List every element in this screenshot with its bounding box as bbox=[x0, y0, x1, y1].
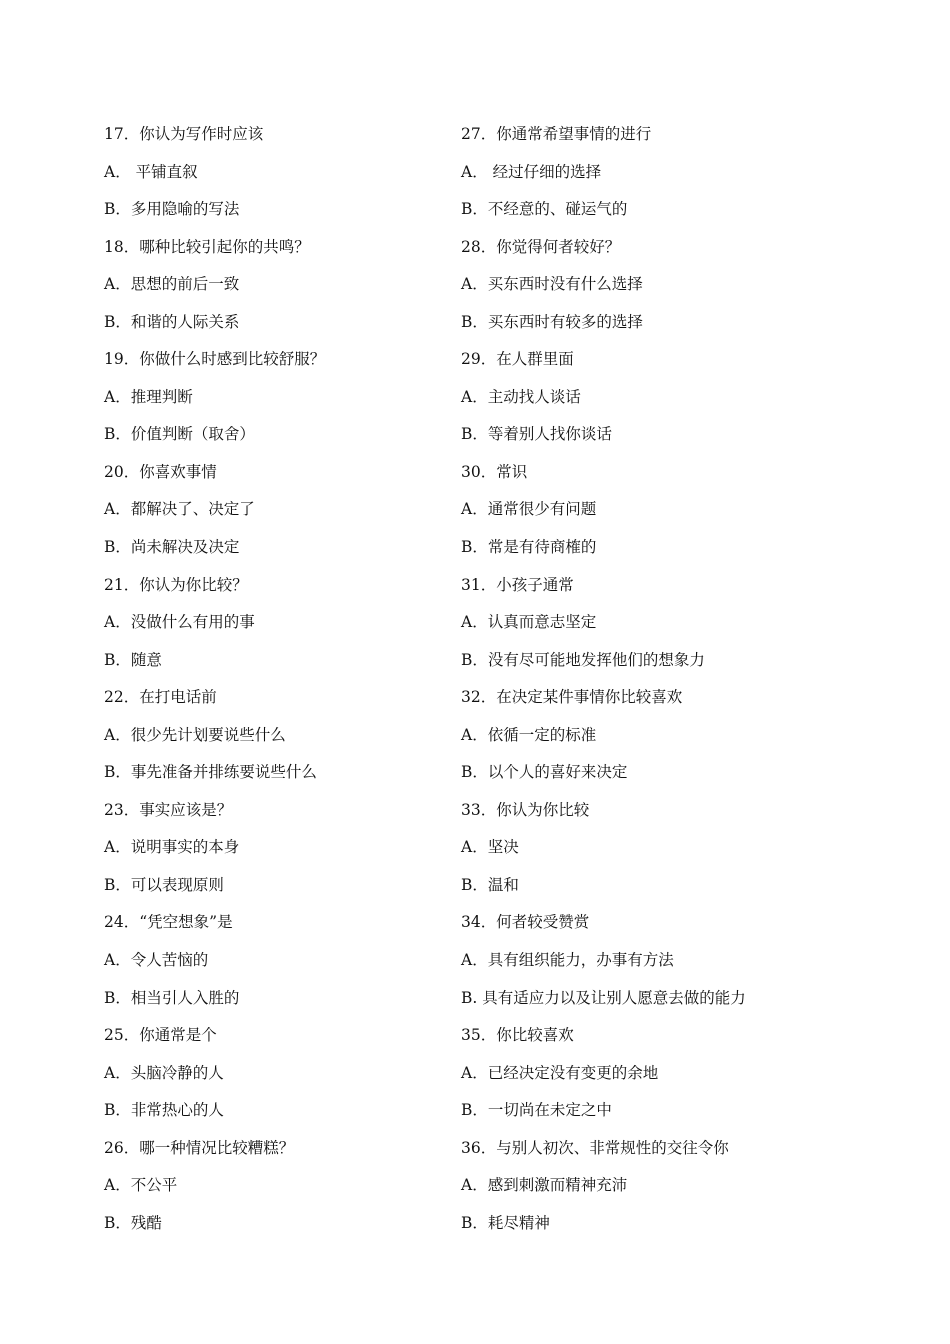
option-text: A．主动找人谈话 bbox=[461, 387, 581, 406]
option-text: B．等着别人找你谈话 bbox=[461, 425, 612, 444]
question-text: 33．你认为你比较 bbox=[461, 800, 590, 819]
option-text: A．认真而意志坚定 bbox=[461, 613, 597, 632]
option-text: A．不公平 bbox=[104, 1176, 178, 1195]
option-text: B．非常热心的人 bbox=[104, 1101, 224, 1120]
question-text: 23．事实应该是？ bbox=[104, 800, 233, 819]
right-column bbox=[461, 120, 821, 1246]
option-text: B．不经意的、碰运气的 bbox=[461, 200, 628, 219]
option-text: A．买东西时没有什么选择 bbox=[461, 275, 643, 294]
question-text: 34．何者较受赞赏 bbox=[461, 913, 590, 932]
option-text: B．事先准备并排练要说些什么 bbox=[104, 763, 317, 782]
option-text: B．一切尚在未定之中 bbox=[461, 1101, 612, 1120]
option-text: A．令人苦恼的 bbox=[104, 951, 209, 970]
option-text: B．可以表现原则 bbox=[104, 875, 224, 894]
option-text: B．和谐的人际关系 bbox=[104, 312, 240, 331]
option-text: A．头脑冷静的人 bbox=[104, 1063, 224, 1082]
option-text: B．没有尽可能地发挥他们的想象力 bbox=[461, 650, 705, 669]
option-text: B．常是有待商榷的 bbox=[461, 538, 597, 557]
question-text: 24．“凭空想象”是 bbox=[104, 913, 233, 932]
option-text: A．推理判断 bbox=[104, 387, 193, 406]
question-text: 21．你认为你比较？ bbox=[104, 575, 248, 594]
option-text: A． 平铺直叙 bbox=[104, 162, 198, 181]
option-text: B．价值判断（取舍） bbox=[104, 425, 255, 444]
option-text: B．相当引人入胜的 bbox=[104, 988, 240, 1007]
question-text: 22．在打电话前 bbox=[104, 688, 217, 707]
option-text: A．没做什么有用的事 bbox=[104, 613, 255, 632]
option-text: B. 具有适应力以及让别人愿意去做的能力 bbox=[461, 988, 746, 1007]
question-text: 17．你认为写作时应该 bbox=[104, 125, 264, 143]
question-text: 19．你做什么时感到比较舒服？ bbox=[104, 350, 326, 369]
question-text: 36．与别人初次、非常规性的交往令你 bbox=[461, 1138, 729, 1157]
option-text: A． 经过仔细的选择 bbox=[461, 162, 602, 181]
option-text: B．以个人的喜好来决定 bbox=[461, 763, 628, 782]
option-text: A．坚决 bbox=[461, 838, 519, 857]
question-text: 26．哪一种情况比较糟糕？ bbox=[104, 1138, 295, 1157]
left-column bbox=[104, 120, 434, 1246]
option-text: B．残酷 bbox=[104, 1213, 162, 1232]
option-text: A．说明事实的本身 bbox=[104, 838, 240, 857]
option-text: A．通常很少有问题 bbox=[461, 500, 597, 519]
option-text: A．具有组织能力，办事有方法 bbox=[461, 951, 674, 970]
option-text: A．很少先计划要说些什么 bbox=[104, 725, 286, 744]
option-text: B．尚未解决及决定 bbox=[104, 538, 240, 557]
option-text: A．已经决定没有变更的余地 bbox=[461, 1063, 659, 1082]
question-text: 31．小孩子通常 bbox=[461, 575, 574, 594]
question-text: 29．在人群里面 bbox=[461, 350, 574, 369]
option-text: A．感到刺激而精神充沛 bbox=[461, 1176, 628, 1195]
question-text: 35．你比较喜欢 bbox=[461, 1026, 574, 1045]
question-text: 20．你喜欢事情 bbox=[104, 462, 217, 481]
question-text: 30．常识 bbox=[461, 462, 528, 481]
option-text: B．耗尽精神 bbox=[461, 1213, 550, 1232]
option-text: B．温和 bbox=[461, 875, 519, 894]
option-text: B．多用隐喻的写法 bbox=[104, 200, 240, 219]
question-text: 28．你觉得何者较好？ bbox=[461, 237, 621, 256]
option-text: B．随意 bbox=[104, 650, 162, 669]
option-text: A．都解决了、决定了 bbox=[104, 500, 255, 519]
question-text: 27．你通常希望事情的进行 bbox=[461, 125, 652, 143]
question-text: 25．你通常是个 bbox=[104, 1026, 217, 1045]
question-text: 32．在决定某件事情你比较喜欢 bbox=[461, 688, 683, 707]
question-text: 18．哪种比较引起你的共鸣？ bbox=[104, 237, 310, 256]
option-text: B．买东西时有较多的选择 bbox=[461, 312, 643, 331]
option-text: A．思想的前后一致 bbox=[104, 275, 240, 294]
option-text: A．依循一定的标准 bbox=[461, 725, 597, 744]
